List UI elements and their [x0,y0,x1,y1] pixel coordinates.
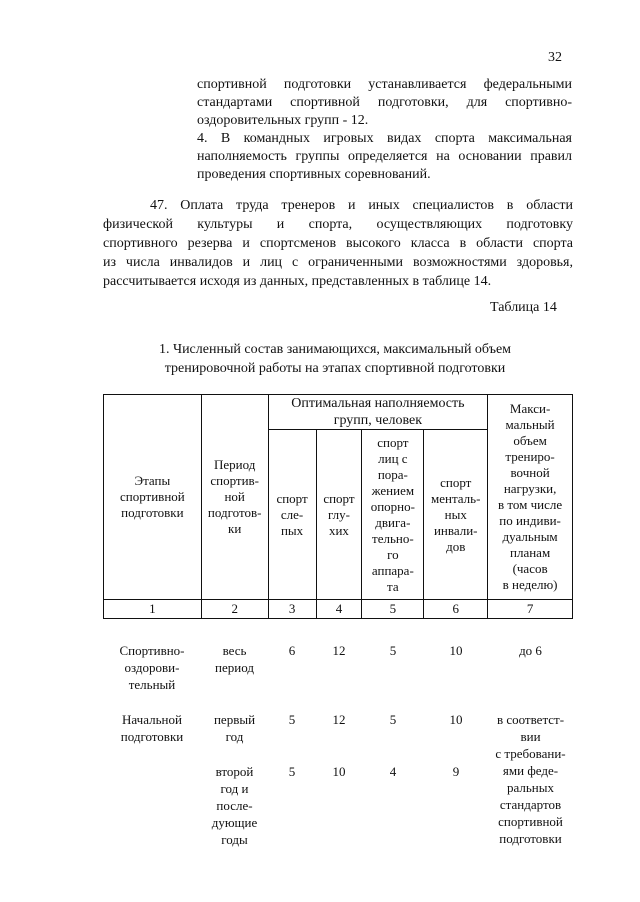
row-max-load: до 6 [519,643,542,658]
text-line: оздоровительных групп - 12. [197,113,369,128]
header-blind: спорт сле- пых [268,430,316,600]
header-mental: спорт менталь- ных инвали- дов [424,430,488,600]
paragraph-group-size [197,76,572,184]
text-line: стандартами спортивной подготовки, для спортивно- [197,95,572,110]
row-stage: Начальной подготовки [120,712,184,744]
header-optimal-group: Оптимальная наполняемость групп, человек [268,395,488,430]
paragraph-47 [103,196,573,291]
text-line: проведения спортивных соревнований. [197,167,431,182]
row-mental-value: 10 [449,712,463,727]
header-period: Период спортив- ной подготов- ки [201,395,268,600]
column-number: 1 [104,600,202,619]
table-title [100,340,570,378]
table-title-line: тренировочной работы на этапах спортивной подготовки [164,361,506,376]
row-mental-value: 9 [452,764,460,779]
text-line: спортивной подготовки устанавливается федеральными [197,77,572,92]
page-number: 32 [548,50,562,65]
text-line: 47. Оплата труда тренеров и иных специалистов в области [150,198,573,213]
row-period: второй год и после- дующие годы [211,764,258,847]
row-musculoskeletal-value: 5 [389,643,397,658]
table-caption: Таблица 14 [490,300,557,315]
text-line: 4. В командных игровых видах спорта максимальная [197,131,572,146]
column-number: 6 [424,600,488,619]
column-number: 4 [316,600,362,619]
header-deaf: спорт глу- хих [316,430,362,600]
column-numbers-row [104,600,573,619]
row-deaf-value: 12 [332,712,346,727]
table-title-line: 1. Численный состав занимающихся, максимальный объем [158,342,512,357]
row-max-load: в соответст- вии с требовани- ями феде- ральных стандартов спортивной подготовки [495,712,566,846]
row-blind-value: 5 [288,764,296,779]
column-number: 2 [201,600,268,619]
header-stages: Этапы спортивной подготовки [104,395,202,600]
header-max-load: Макси- мальный объем трениро- вочной нагрузки, в том числе по индиви- дуальным планам (часов в неделю) [488,395,573,600]
column-number: 7 [488,600,573,619]
text-line: физической культуры и спорта, осуществляющих подготовку [103,217,573,232]
text-line: из числа инвалидов и лиц с ограниченными возможностями здоровья, [103,255,573,270]
row-stage: Спортивно- оздорови- тельный [119,643,185,692]
row-deaf-value: 10 [332,764,346,779]
row-blind-value: 6 [288,643,296,658]
text-line: наполняемость группы определяется на основании правил [197,149,572,164]
row-musculoskeletal-value: 5 [389,712,397,727]
column-number: 3 [268,600,316,619]
table-header [103,394,573,619]
row-period: первый год [213,712,256,744]
row-period: весь период [215,643,254,675]
header-musculoskeletal: спорт лиц с пора- жением опорно- двига- тельно- го аппара- та [362,430,424,600]
text-line: рассчитывается исходя из данных, представленных в таблице 14. [103,274,492,289]
row-mental-value: 10 [449,643,463,658]
text-line: спортивного резерва и спортсменов высокого класса в области спорта [103,236,573,251]
row-deaf-value: 12 [332,643,346,658]
row-musculoskeletal-value: 4 [389,764,397,779]
column-number: 5 [362,600,424,619]
row-blind-value: 5 [288,712,296,727]
